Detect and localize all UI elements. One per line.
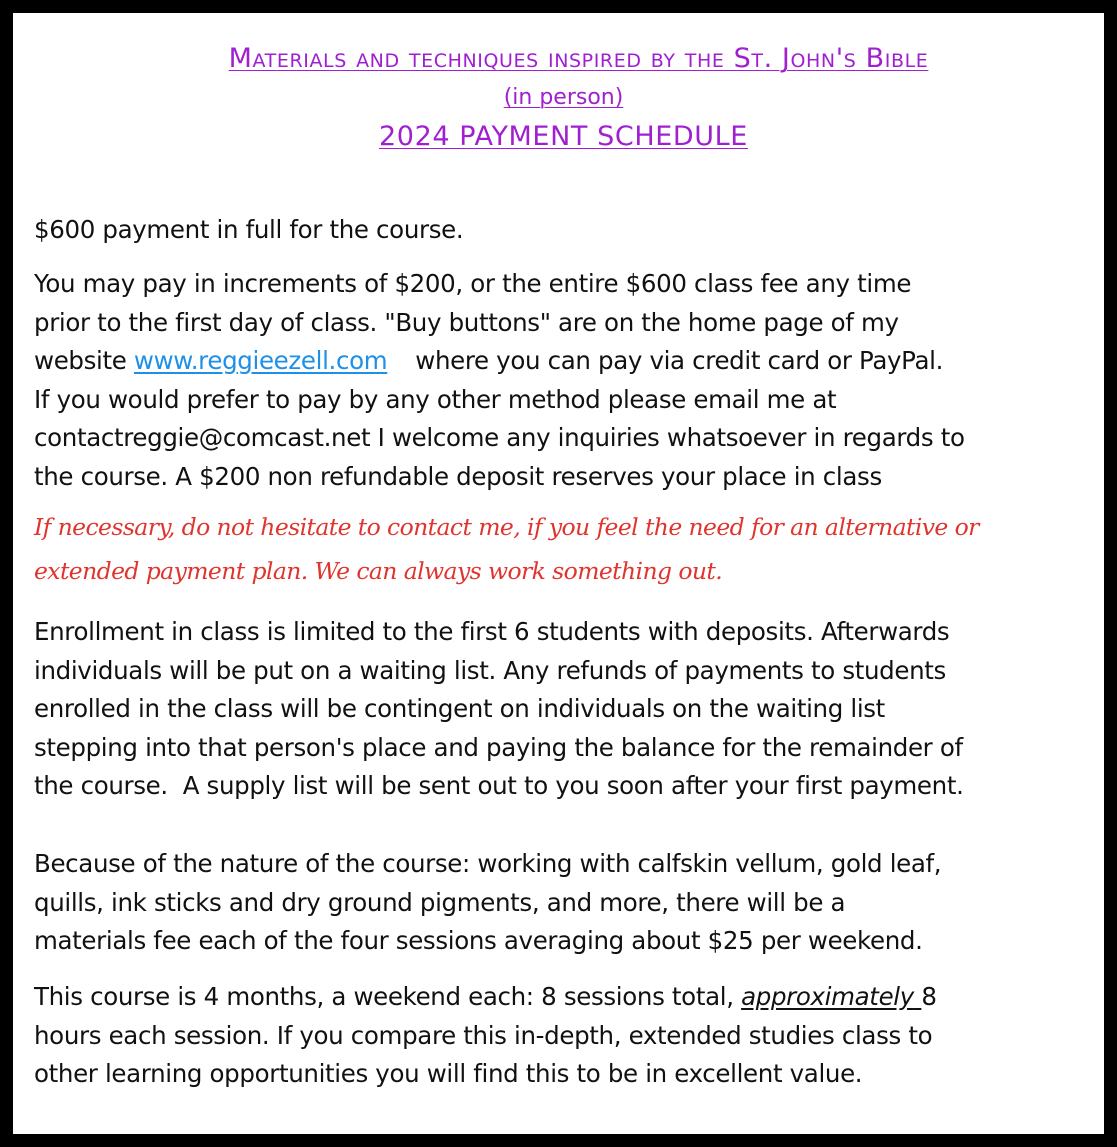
materials-paragraph [34, 845, 1100, 961]
duration-paragraph [34, 978, 1100, 1094]
materials-line-2: quills, ink sticks and dry ground pigments, and more, there will be a [34, 887, 846, 917]
enrollment-line-5: the course. A supply list will be sent out to you soon after your first payment. [34, 771, 964, 800]
increments-line-1: You may pay in increments of $200, or the entire $600 class fee any time [34, 269, 912, 298]
website-prefix: website [34, 346, 127, 375]
website-link[interactable]: www.reggieezell.com [133, 346, 388, 375]
notice-line-2: extended payment plan. We can always work something out. [34, 557, 723, 585]
increments-paragraph [34, 265, 1100, 496]
header [13, 39, 1104, 157]
enrollment-line-3: enrolled in the class will be contingent on individuals on the waiting list [34, 694, 885, 723]
duration-prefix: This course is 4 months, a weekend each: 8 sessions total, [34, 982, 734, 1011]
schedule-title [13, 117, 1104, 157]
enrollment-paragraph [34, 613, 1100, 806]
materials-line-3: materials fee each of the four sessions averaging about $25 per weekend. [34, 926, 923, 955]
enrollment-line-1: Enrollment in class is limited to the first 6 students with deposits. Afterwards [34, 617, 950, 646]
enrollment-line-4: stepping into that person's place and paying the balance for the remainder of [34, 732, 963, 762]
duration-line-3: other learning opportunities you will find this to be in excellent value. [34, 1059, 863, 1088]
enrollment-line-2: individuals will be put on a waiting list. Any refunds of payments to students [34, 655, 946, 685]
increments-line-4: If you would prefer to pay by any other method please email me at [34, 384, 837, 414]
notice-line-1: If necessary, do not hesitate to contact me, if you feel the need for an alternative or [34, 513, 979, 541]
duration-line-2: hours each session. If you compare this in-depth, extended studies class to [34, 1020, 933, 1050]
schedule-title-link[interactable]: 2024 PAYMENT SCHEDULE [379, 121, 748, 152]
course-title [13, 39, 1104, 79]
full-payment-line: $600 payment in full for the course. [34, 215, 464, 244]
approximately-emphasis: approximately [741, 982, 914, 1011]
website-suffix: where you can pay via credit card or PayPal. [415, 346, 944, 375]
duration-suffix: 8 [921, 982, 937, 1011]
increments-line-3 [34, 342, 1100, 381]
materials-line-1: Because of the nature of the course: working with calfskin vellum, gold leaf, [34, 849, 942, 878]
course-subtitle [13, 79, 1104, 117]
document-page [13, 13, 1104, 1134]
course-title-link[interactable]: Materials and techniques inspired by the St. John's Bible [228, 43, 929, 74]
payment-plan-notice [34, 505, 1100, 593]
full-payment-paragraph [34, 211, 1100, 250]
increments-line-2: prior to the first day of class. "Buy buttons" are on the home page of my [34, 307, 899, 337]
increments-line-5: contactreggie@comcast.net I welcome any inquiries whatsoever in regards to [34, 423, 965, 452]
course-subtitle-link[interactable]: (in person) [503, 85, 624, 110]
increments-line-6: the course. A $200 non refundable deposit reserves your place in class [34, 461, 882, 491]
duration-line-1 [34, 978, 1100, 1017]
